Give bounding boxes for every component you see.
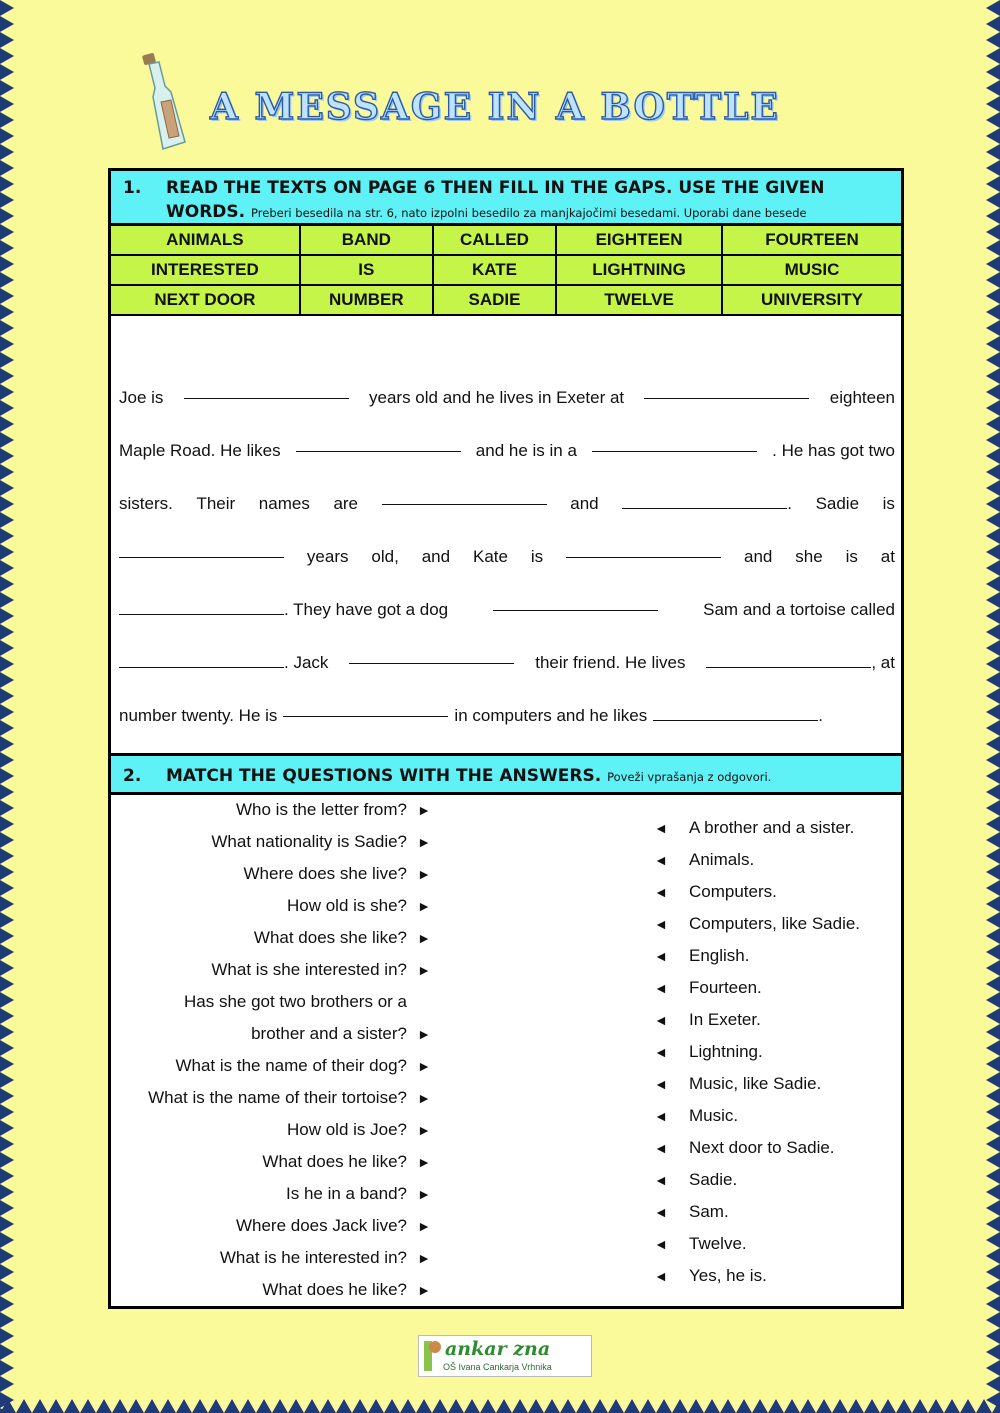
word-bank-cell: CALLED: [433, 226, 556, 255]
question-item[interactable]: [148, 1023, 431, 1055]
gap-text-fragment: and he is in a: [475, 440, 577, 460]
gap-blank[interactable]: [119, 556, 284, 558]
page-title: A MESSAGE IN A BOTTLE: [210, 86, 780, 128]
answer-item[interactable]: [654, 1105, 860, 1137]
gap-text-fragment: eighteen: [829, 387, 895, 407]
gap-text-fragment: Sam and a tortoise called: [703, 599, 895, 619]
answer-item[interactable]: [654, 1073, 860, 1105]
answer-item[interactable]: [654, 1137, 860, 1169]
word-bank-cell: LIGHTNING: [556, 255, 722, 285]
gap-text-fragment: and: [743, 546, 773, 566]
answer-text: Sam.: [689, 1202, 729, 1221]
logo-brand-text: ankar zna: [445, 1338, 551, 1360]
question-item[interactable]: [148, 1055, 431, 1087]
gap-text-fragment: Joe is: [119, 387, 164, 407]
word-bank-cell: EIGHTEEN: [556, 226, 722, 255]
logo-subtitle: OŠ Ivana Cankarja Vrhnika: [443, 1362, 552, 1372]
arrow-right-icon[interactable]: ►: [417, 802, 431, 818]
gap-text-fragment: Maple Road. He likes: [119, 440, 281, 460]
gap-fill-text: [119, 371, 895, 742]
word-bank-cell: NEXT DOOR: [111, 285, 300, 315]
answer-text: Computers, like Sadie.: [689, 914, 861, 933]
answer-text: Computers.: [689, 882, 777, 901]
question-item[interactable]: [148, 1279, 431, 1311]
gap-blank[interactable]: [296, 450, 461, 452]
gap-text-fragment: , at: [871, 652, 895, 672]
exercise-2-number: 2.: [123, 766, 142, 786]
gap-blank[interactable]: [644, 397, 809, 399]
word-bank-cell: INTERESTED: [111, 255, 300, 285]
question-text: brother and a sister?: [251, 1024, 407, 1043]
answer-text: Lightning.: [689, 1042, 763, 1061]
gap-blank[interactable]: [653, 719, 818, 721]
gap-blank[interactable]: [592, 450, 757, 452]
question-text: How old is she?: [286, 896, 407, 915]
answer-text: Yes, he is.: [689, 1266, 767, 1285]
question-text: What is she interested in?: [211, 960, 407, 979]
arrow-right-icon[interactable]: ►: [417, 898, 431, 914]
gap-text-fragment: .: [818, 705, 823, 725]
exercise-1-instruction: READ THE TEXTS ON PAGE 6 THEN FILL IN THE GAPS. USE THE GIVEN WORDS.: [166, 178, 825, 222]
exercise-1-header: [111, 171, 901, 226]
gap-blank[interactable]: [349, 662, 514, 664]
exercise-2-instruction: MATCH THE QUESTIONS WITH THE ANSWERS.: [166, 766, 602, 786]
gap-blank[interactable]: [283, 715, 448, 717]
answer-text: Twelve.: [689, 1234, 747, 1253]
arrow-right-icon[interactable]: ►: [417, 834, 431, 850]
arrow-left-icon[interactable]: ◄: [654, 820, 668, 836]
question-item[interactable]: [148, 1151, 431, 1183]
gap-text-fragment: and: [421, 546, 451, 566]
gap-blank[interactable]: [382, 503, 547, 505]
arrow-left-icon[interactable]: ◄: [654, 1076, 668, 1092]
gap-text-fragment: is: [882, 493, 895, 513]
arrow-left-icon[interactable]: ◄: [654, 948, 668, 964]
answer-item[interactable]: [654, 817, 860, 849]
question-item[interactable]: [148, 799, 431, 831]
gap-text-fragment: in computers and he likes: [454, 705, 648, 725]
exercise-1-instruction-translation: Preberi besedila na str. 6, nato izpolni besedilo za manjkajočimi besedami. Uporabi dane besede: [251, 206, 807, 220]
word-bank: [111, 226, 901, 316]
word-bank-cell: BAND: [300, 226, 433, 255]
arrow-left-icon[interactable]: ◄: [654, 1108, 668, 1124]
gap-line: [119, 424, 895, 477]
left-zigzag-border: [0, 0, 20, 1413]
question-text: What nationality is Sadie?: [211, 832, 407, 851]
question-item[interactable]: [148, 959, 431, 991]
gap-text-fragment: is: [530, 546, 544, 566]
arrow-left-icon[interactable]: ◄: [654, 916, 668, 932]
arrow-right-icon[interactable]: ►: [417, 1122, 431, 1138]
answer-text: Sadie.: [689, 1170, 738, 1189]
arrow-left-icon[interactable]: ◄: [654, 1012, 668, 1028]
gap-blank[interactable]: [119, 613, 284, 615]
answer-item[interactable]: [654, 881, 860, 913]
gap-line: [119, 636, 895, 689]
gap-line: [119, 689, 895, 742]
worksheet-frame: [108, 168, 904, 1309]
question-item[interactable]: [148, 1247, 431, 1279]
gap-text-fragment: at: [880, 546, 895, 566]
word-bank-cell: FOURTEEN: [722, 226, 901, 255]
answer-text: Music.: [689, 1106, 739, 1125]
bottle-icon: [135, 52, 195, 152]
word-bank-cell: TWELVE: [556, 285, 722, 315]
gap-blank[interactable]: [706, 666, 871, 668]
gap-line: [119, 530, 895, 583]
question-text: What is the name of their tortoise?: [148, 1088, 407, 1107]
logo-mark-icon: [421, 1337, 443, 1375]
gap-text-fragment: years old and he lives in Exeter at: [369, 387, 625, 407]
gap-text-fragment: Their: [196, 493, 236, 513]
arrow-left-icon[interactable]: ◄: [654, 852, 668, 868]
answer-text: A brother and a sister.: [689, 818, 855, 837]
questions-column: [148, 799, 431, 1311]
arrow-left-icon[interactable]: ◄: [654, 1236, 668, 1252]
word-bank-cell: UNIVERSITY: [722, 285, 901, 315]
answer-item[interactable]: [654, 1201, 860, 1233]
arrow-right-icon[interactable]: ►: [417, 962, 431, 978]
question-text: What is he interested in?: [219, 1248, 407, 1267]
question-text: What is the name of their dog?: [175, 1056, 407, 1075]
gap-text-fragment: . They have got a dog: [284, 599, 449, 619]
arrow-left-icon[interactable]: ◄: [654, 1172, 668, 1188]
gap-text-fragment: Sadie: [815, 493, 860, 513]
exercise-1-number: 1.: [123, 178, 142, 198]
arrow-right-icon[interactable]: ►: [417, 1154, 431, 1170]
question-item: [148, 991, 431, 1023]
arrow-right-icon[interactable]: ►: [417, 1250, 431, 1266]
arrow-right-icon[interactable]: ►: [417, 1090, 431, 1106]
gap-text-fragment: old,: [371, 546, 399, 566]
question-item[interactable]: [148, 863, 431, 895]
arrow-right-icon[interactable]: ►: [417, 930, 431, 946]
gap-text-fragment: she: [795, 546, 823, 566]
answer-item[interactable]: [654, 1233, 860, 1265]
gap-blank[interactable]: [493, 609, 658, 611]
word-bank-cell: NUMBER: [300, 285, 433, 315]
question-item[interactable]: [148, 831, 431, 863]
word-bank-cell: IS: [300, 255, 433, 285]
question-item[interactable]: [148, 895, 431, 927]
question-text: What does she like?: [253, 928, 407, 947]
answer-item[interactable]: [654, 945, 860, 977]
question-item[interactable]: [148, 1119, 431, 1151]
gap-blank[interactable]: [622, 507, 787, 509]
answer-item[interactable]: [654, 1009, 860, 1041]
gap-blank[interactable]: [566, 556, 721, 558]
exercise-2-instruction-translation: Poveži vprašanja z odgovori.: [607, 770, 772, 784]
gap-line: [119, 371, 895, 424]
arrow-right-icon[interactable]: ►: [417, 1026, 431, 1042]
answers-column: [654, 817, 860, 1297]
word-bank-cell: MUSIC: [722, 255, 901, 285]
answer-text: In Exeter.: [689, 1010, 761, 1029]
question-text: What does he like?: [262, 1280, 407, 1299]
gap-text-fragment: their friend. He lives: [535, 652, 686, 672]
question-item[interactable]: [148, 1215, 431, 1247]
word-bank-cell: ANIMALS: [111, 226, 300, 255]
gap-text-fragment: are: [333, 493, 359, 513]
gap-text-fragment: . He has got two: [772, 440, 895, 460]
bottom-zigzag-border: [0, 1393, 1000, 1413]
right-zigzag-border: [980, 0, 1000, 1413]
gap-text-fragment: Kate: [473, 546, 508, 566]
arrow-left-icon[interactable]: ◄: [654, 1044, 668, 1060]
gap-text-fragment: .: [787, 493, 792, 513]
gap-line: [119, 477, 895, 530]
answer-item[interactable]: [654, 849, 860, 881]
arrow-right-icon[interactable]: ►: [417, 866, 431, 882]
question-text: Who is the letter from?: [235, 800, 407, 819]
answer-item[interactable]: [654, 1265, 860, 1297]
answer-item[interactable]: [654, 913, 860, 945]
answer-text: Music, like Sadie.: [689, 1074, 822, 1093]
arrow-right-icon[interactable]: ►: [417, 1218, 431, 1234]
answer-item[interactable]: [654, 1169, 860, 1201]
arrow-left-icon[interactable]: ◄: [654, 884, 668, 900]
answer-item[interactable]: [654, 977, 860, 1009]
gap-text-fragment: number twenty. He is: [119, 705, 278, 725]
question-item[interactable]: [148, 1087, 431, 1119]
gap-text-fragment: is: [845, 546, 858, 566]
arrow-left-icon[interactable]: ◄: [654, 980, 668, 996]
gap-blank[interactable]: [184, 397, 349, 399]
question-text: Where does Jack live?: [235, 1216, 407, 1235]
answer-item[interactable]: [654, 1041, 860, 1073]
answer-text: Next door to Sadie.: [689, 1138, 835, 1157]
arrow-left-icon[interactable]: ◄: [654, 1140, 668, 1156]
question-text: How old is Joe?: [286, 1120, 407, 1139]
gap-text-fragment: names: [258, 493, 310, 513]
arrow-right-icon[interactable]: ►: [417, 1186, 431, 1202]
question-text: Where does she live?: [243, 864, 407, 883]
exercise-2-header: [111, 753, 901, 795]
school-logo: [418, 1335, 592, 1377]
word-bank-cell: KATE: [433, 255, 556, 285]
arrow-right-icon[interactable]: ►: [417, 1058, 431, 1074]
question-item[interactable]: [148, 1183, 431, 1215]
gap-text-fragment: and: [570, 493, 599, 513]
gap-text-fragment: sisters.: [119, 493, 173, 513]
question-text: Has she got two brothers or a: [183, 992, 407, 1011]
gap-blank[interactable]: [119, 666, 284, 668]
arrow-right-icon[interactable]: ►: [417, 1282, 431, 1298]
gap-line: [119, 583, 895, 636]
arrow-left-icon[interactable]: ◄: [654, 1268, 668, 1284]
answer-text: English.: [689, 946, 750, 965]
question-text: What does he like?: [262, 1152, 407, 1171]
question-item[interactable]: [148, 927, 431, 959]
word-bank-cell: SADIE: [433, 285, 556, 315]
gap-text-fragment: . Jack: [284, 652, 329, 672]
question-text: Is he in a band?: [286, 1184, 407, 1203]
gap-text-fragment: years: [306, 546, 349, 566]
answer-text: Animals.: [689, 850, 755, 869]
answer-text: Fourteen.: [689, 978, 762, 997]
arrow-left-icon[interactable]: ◄: [654, 1204, 668, 1220]
